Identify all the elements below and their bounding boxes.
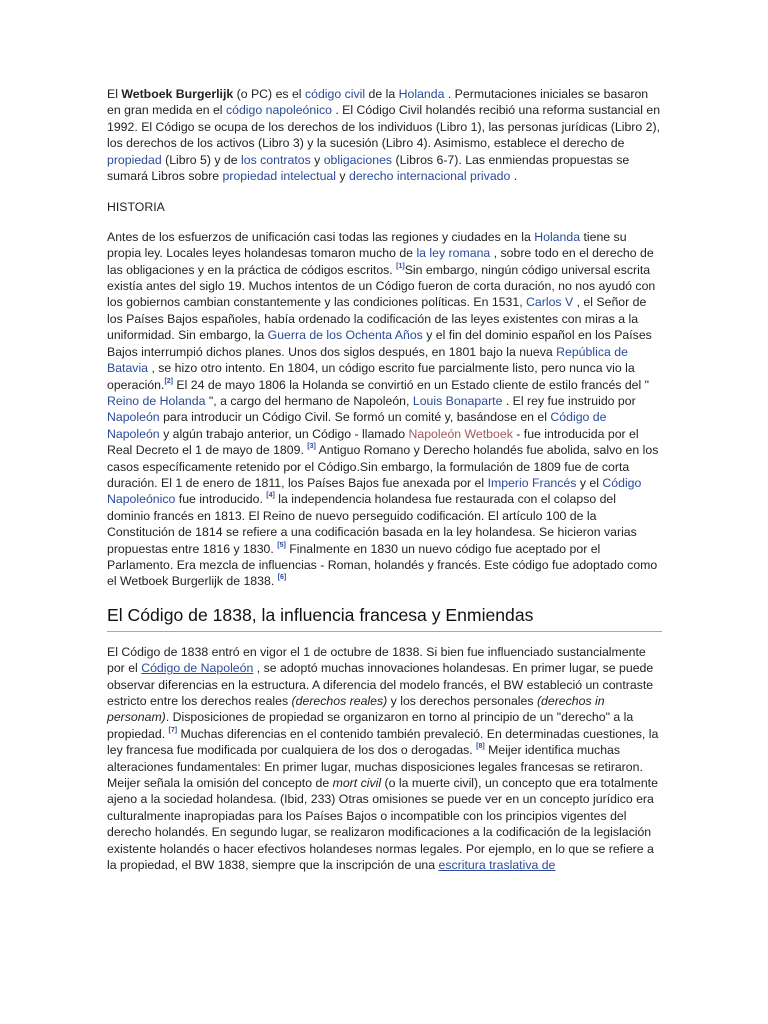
section-heading: El Código de 1838, la influencia francesa y Enmiendas — [107, 604, 662, 632]
text-run: Meijer identifica muchas alteraciones fundamentales: En primer lugar, muchas disposiciones legales francesas se retiraron. Meijer señala la omisión del concepto de — [107, 743, 643, 791]
inline-link[interactable]: derecho internacional privado — [349, 169, 511, 184]
text-run: Finalmente en 1830 un nuevo código fue aceptado por el Parlamento. Era mezcla de influencias - Roman, holandés y francés. Este código fue adoptado como el Wetboek Burgerlijk de 1838. — [107, 541, 658, 589]
reference-marker[interactable]: [8] — [476, 743, 485, 751]
italic-term: (derechos reales) — [291, 694, 388, 708]
reference-marker[interactable]: [7] — [168, 726, 178, 734]
inline-link[interactable]: código civil — [304, 87, 366, 101]
inline-link[interactable]: obligaciones — [323, 152, 393, 167]
reference-marker[interactable]: [6] — [277, 574, 287, 582]
inline-link[interactable]: Guerra de los Ochenta Años — [267, 328, 423, 343]
text-run: y — [310, 152, 324, 167]
reference-marker[interactable]: [5] — [277, 541, 286, 549]
text-run: ", a cargo del hermano de Napoleón, — [205, 393, 413, 408]
text-run: El — [107, 87, 122, 101]
history-paragraph — [107, 229, 662, 590]
inline-link[interactable]: República de Batavia — [107, 344, 628, 376]
italic-term: mort civil — [332, 776, 382, 791]
text-run: para introducir un Código Civil. Se formó un comité y, basándose en el — [159, 410, 551, 425]
bold-term: Wetboek Burgerlijk — [121, 87, 234, 101]
text-run: (Libro 5) y de — [161, 152, 241, 167]
text-run: . El Código Civil holandés recibió una reforma sustancial en 1992. El Código se ocupa de los derechos de los individuos (Libro 1), las personas jurídicas (Libro 2), los derechos de los activos (Libro 3) y la sucesión (Libro 4). Asimismo, establece el derecho de — [107, 103, 661, 151]
text-run: (Libros 6-7). Las enmiendas propuestas se sumará Libros sobre — [107, 152, 630, 184]
reference-marker[interactable]: [1] — [396, 262, 405, 270]
text-run: , se adoptó muchas innovaciones holandesas. En primer lugar, se puede observar diferencias en la estructura. A diferencia del modelo francés, el BW estableció un contraste estricto entre los derechos reales — [107, 661, 654, 708]
inline-link[interactable]: Holanda — [534, 229, 581, 244]
text-run: y los derechos personales — [387, 694, 537, 708]
inline-link[interactable]: los contratos — [241, 152, 311, 167]
text-run: Sin embargo, ningún código universal escrita existía antes del siglo 19. Muchos intentos de un Código fueron de corta duración, no nos ayudó con los gobiernos cambian constantemente y las condiciones políticas. En 1531, — [107, 262, 656, 310]
text-run: El Código de 1838 entró en vigor el 1 de octubre de 1838. Si bien fue influenciado sustancialmente por el — [107, 644, 646, 676]
inline-link[interactable]: Imperio Francés — [487, 475, 577, 490]
text-run: y — [336, 169, 349, 184]
intro-paragraph — [107, 86, 662, 184]
inline-link[interactable]: Código de Napoleón — [107, 410, 607, 441]
text-run: y el fin del dominio español en los Países Bajos interrumpió dichos planes. Unos dos siglos después, en 1801 bajo la nueva — [107, 328, 652, 359]
text-run: Muchas diferencias en el contenido también prevaleció. En determinadas cuestiones, la ley francesa fue modificada por cualquiera de los dos o derogadas. — [107, 726, 659, 758]
text-run: Antes de los esfuerzos de unificación casi todas las regiones y ciudades en la — [107, 229, 535, 244]
text-run: y algún trabajo anterior, un Código - llamado — [159, 426, 409, 441]
text-run: (o PC) es el — [233, 87, 305, 101]
inline-link[interactable]: Reino de Holanda — [107, 393, 206, 408]
inline-link[interactable]: escritura traslativa de — [438, 858, 556, 873]
text-run: . El rey fue instruido por — [502, 393, 636, 408]
text-run: - fue introducida por el Real Decreto el 1 de mayo de 1809. — [107, 426, 639, 458]
text-run: . Permutaciones iniciales se basaron en gran medida en el — [107, 87, 649, 118]
inline-link[interactable]: Holanda — [398, 87, 445, 101]
reference-marker[interactable]: [3] — [307, 443, 316, 451]
text-run: (o la muerte civil), un concepto que era totalmente ajeno a la sociedad holandesa. (Ibid, 233) Otras omisiones se puede ver en un concepto jurídico era culturalmente inapropiadas para los Países Bajos o incompatible con los principios vigentes del derecho holandés. En segundo lugar, se realizaron modificaciones a la codificación de la legislación existente holandés o hacer efectivos holandeses normas legales. Por ejemplo, en lo que se refiere a la propiedad, el BW 1838, siempre que la inscripción de una — [107, 776, 658, 873]
text-run: . — [510, 169, 518, 184]
text-run: . Disposiciones de propiedad se organizaron en torno al principio de un "derecho" a la propiedad. — [107, 710, 634, 741]
inline-link[interactable]: Código de Napoleón — [141, 661, 254, 676]
text-run: , el Señor de los Países Bajos españoles, había ordenado la codificación de las leyes existentes con miras a la uniformidad. Sin embargo, la — [107, 295, 647, 343]
text-run: tiene su propia ley. Locales leyes holandesas tomaron mucho de — [107, 229, 627, 261]
inline-link[interactable]: Louis Bonaparte — [412, 393, 503, 408]
inline-link[interactable]: propiedad intelectual — [222, 169, 337, 184]
text-run: fue introducido. — [175, 492, 267, 507]
text-run: Antiguo Romano y Derecho holandés fue abolida, salvo en los casos específicamente retenido por el Código.Sin embargo, la formulación de 1809 fue de corta duración. El 1 de enero de 1811, los Países Bajos fue anexada por el — [107, 443, 659, 490]
inline-link[interactable]: Napoleón Wetboek — [408, 426, 513, 441]
inline-link[interactable]: propiedad — [107, 152, 162, 167]
inline-link[interactable]: Carlos V — [526, 295, 574, 310]
text-run: El 24 de mayo 1806 la Holanda se convirtió en un Estado cliente de estilo francés del " — [173, 377, 650, 392]
text-run: de la — [365, 87, 399, 101]
italic-term: (derechos in personam) — [107, 694, 605, 725]
text-run: y el — [576, 475, 603, 490]
reference-marker[interactable]: [2] — [164, 377, 173, 385]
text-run: , se hizo otro intento. En 1804, un código escrito fue parcialmente listo, pero nunca vio la operación. — [107, 361, 635, 392]
text-run: , sobre todo en el derecho de las obligaciones y en la práctica de códigos escritos. — [107, 246, 654, 277]
inline-link[interactable]: código napoleónico — [225, 103, 332, 118]
history-label: HISTORIA — [107, 200, 165, 215]
inline-link[interactable]: la ley romana — [416, 246, 491, 261]
inline-link[interactable]: Código Napoleónico — [107, 475, 642, 507]
code-1838-paragraph — [107, 644, 662, 874]
text-run: la independencia holandesa fue restaurada con el colapso del dominio francés en 1813. El Reino de nuevo perseguido codificación. El artículo 100 de la Constitución de 1814 se refiere a una codificación basada en la ley holandesa. Se hicieron varias propuestas entre 1816 y 1830. — [107, 492, 637, 556]
reference-marker[interactable]: [4] — [266, 492, 275, 500]
document-page — [107, 86, 662, 873]
inline-link[interactable]: Napoleón — [107, 410, 160, 425]
